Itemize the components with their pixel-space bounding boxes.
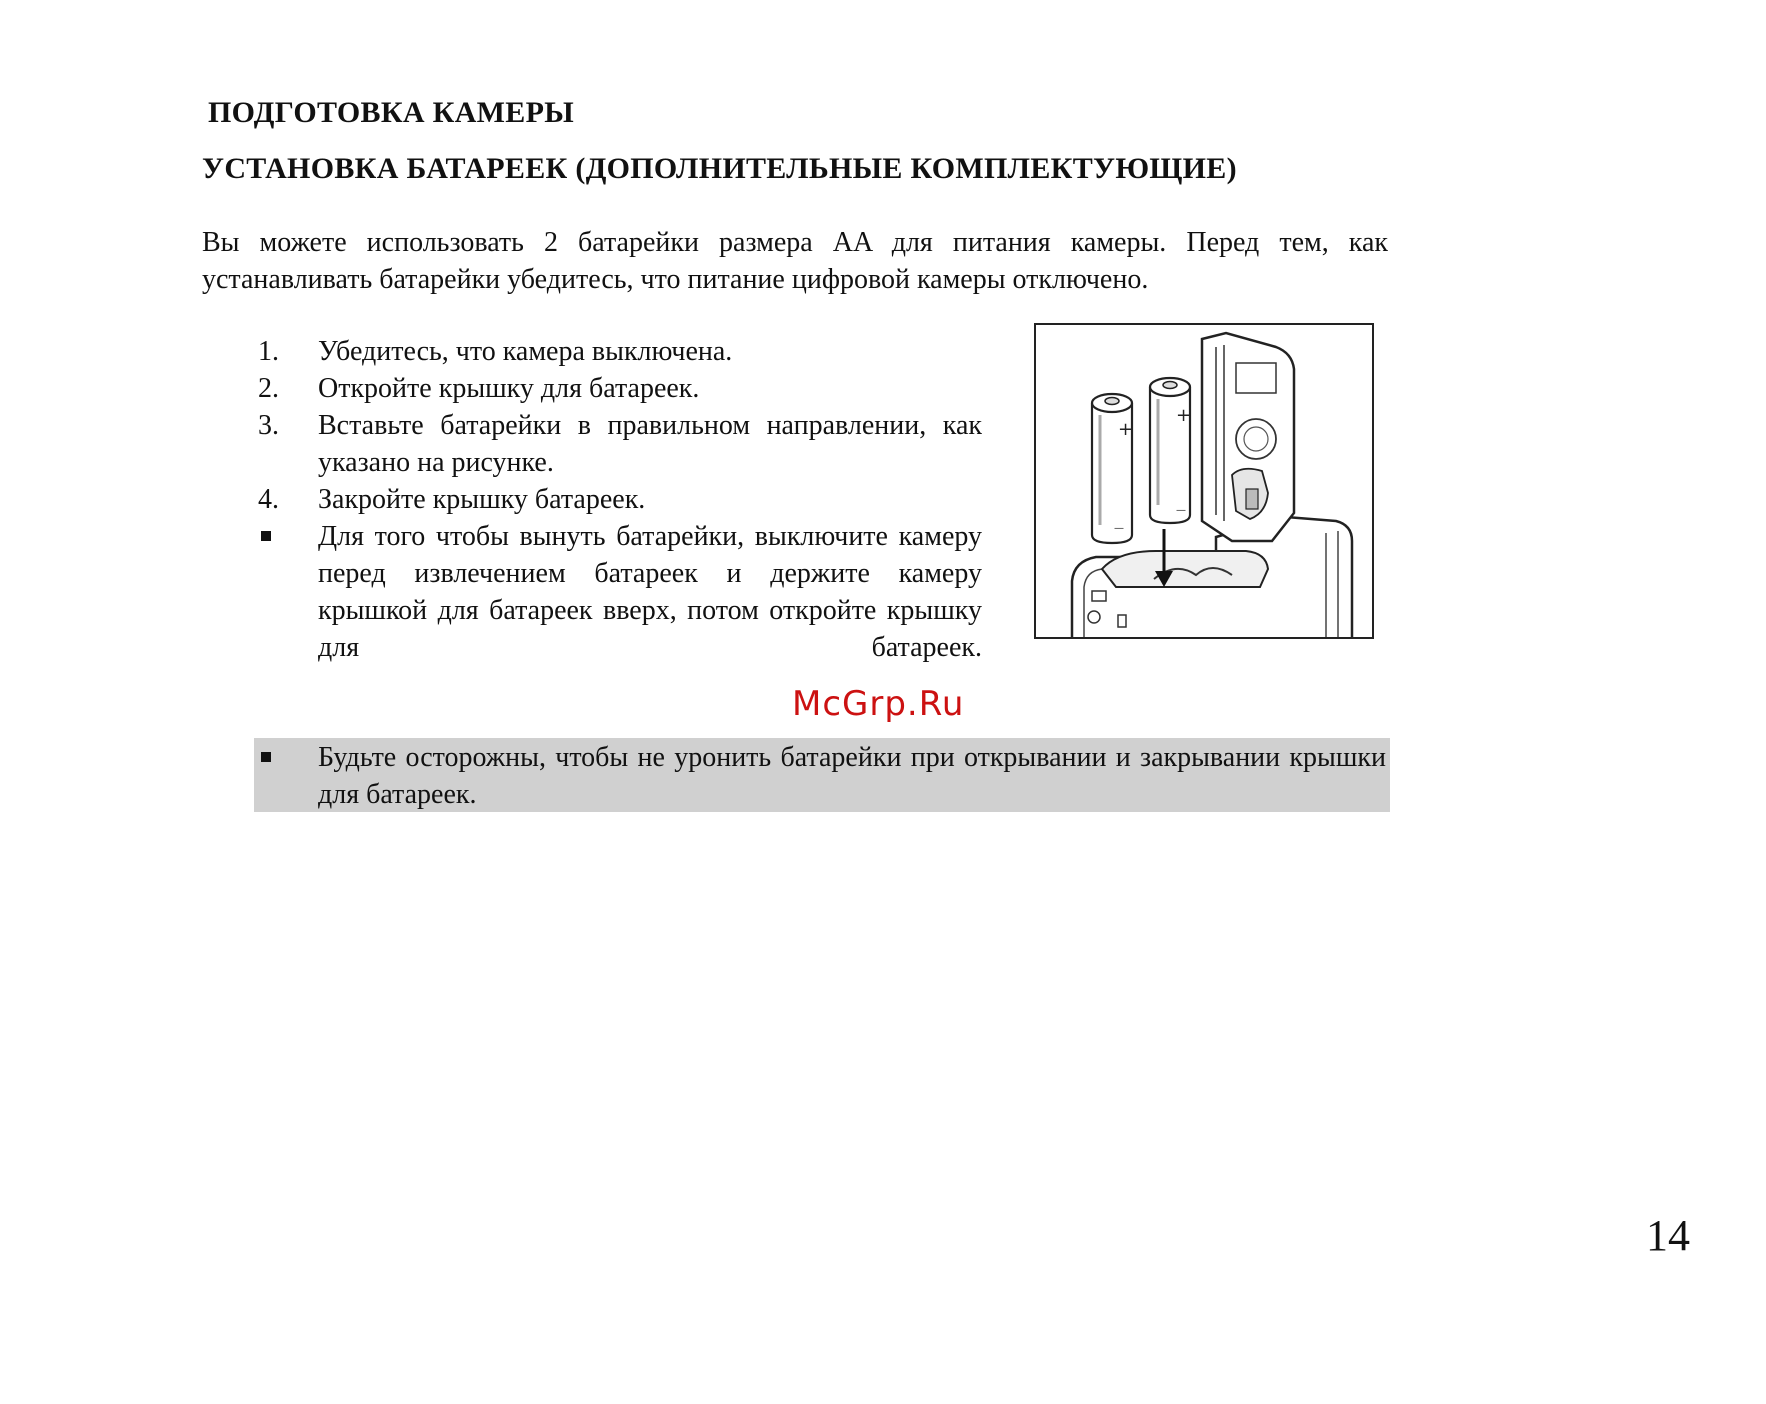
steps-list	[258, 333, 982, 666]
step-text: Вставьте батарейки в правильном направлении, как указано на рисунке.	[318, 410, 982, 478]
step-number: 2.	[258, 373, 279, 404]
removal-note-item	[258, 518, 982, 666]
step-item	[258, 407, 982, 481]
section-title: ПОДГОТОВКА КАМЕРЫ	[208, 96, 574, 129]
subsection-title: УСТАНОВКА БАТАРЕЕК (ДОПОЛНИТЕЛЬНЫЕ КОМПЛЕКТУЮЩИЕ)	[202, 152, 1237, 185]
minus-mark-left: —	[1114, 523, 1124, 534]
intro-paragraph	[202, 224, 1388, 298]
step-item	[258, 333, 982, 370]
battery-installation-figure	[1034, 323, 1374, 639]
camera-detail	[1092, 591, 1106, 601]
battery-aa-right	[1150, 378, 1190, 523]
battery-aa-left	[1092, 394, 1132, 543]
camera-button-icon	[1088, 611, 1100, 623]
step-text: Закройте крышку батареек.	[318, 484, 646, 515]
caution-note-text: Будьте осторожны, чтобы не уронить батарейки при открывании и закрывании крышки для батареек.	[318, 742, 1386, 810]
watermark: McGrp.Ru	[792, 684, 965, 724]
page-number: 14	[1646, 1211, 1690, 1260]
step-number: 3.	[258, 410, 279, 441]
step-item	[258, 481, 982, 518]
step-item	[258, 370, 982, 407]
square-bullet-icon	[261, 531, 271, 541]
camera-detail	[1118, 615, 1126, 627]
plus-mark-left: +	[1118, 419, 1134, 440]
step-number: 4.	[258, 484, 279, 515]
removal-note-text: Для того чтобы вынуть батарейки, выключите камеру перед извлечением батареек и держите камеру крышкой для батареек вверх, потом откройте крышку для батареек.	[318, 521, 982, 663]
caution-note	[254, 738, 1390, 812]
step-text: Убедитесь, что камера выключена.	[318, 336, 733, 367]
minus-mark-right: —	[1176, 505, 1186, 516]
camera-battery-illustration	[1036, 325, 1372, 637]
intro-text: Вы можете использовать 2 батарейки размера AA для питания камеры. Перед тем, как устанавливать батарейки убедитесь, что питание цифровой камеры отключено.	[202, 227, 1388, 295]
step-number: 1.	[258, 336, 279, 367]
square-bullet-icon	[261, 752, 271, 762]
cover-latch	[1246, 489, 1258, 509]
plus-mark-right: +	[1176, 405, 1192, 426]
step-text: Откройте крышку для батареек.	[318, 373, 700, 404]
